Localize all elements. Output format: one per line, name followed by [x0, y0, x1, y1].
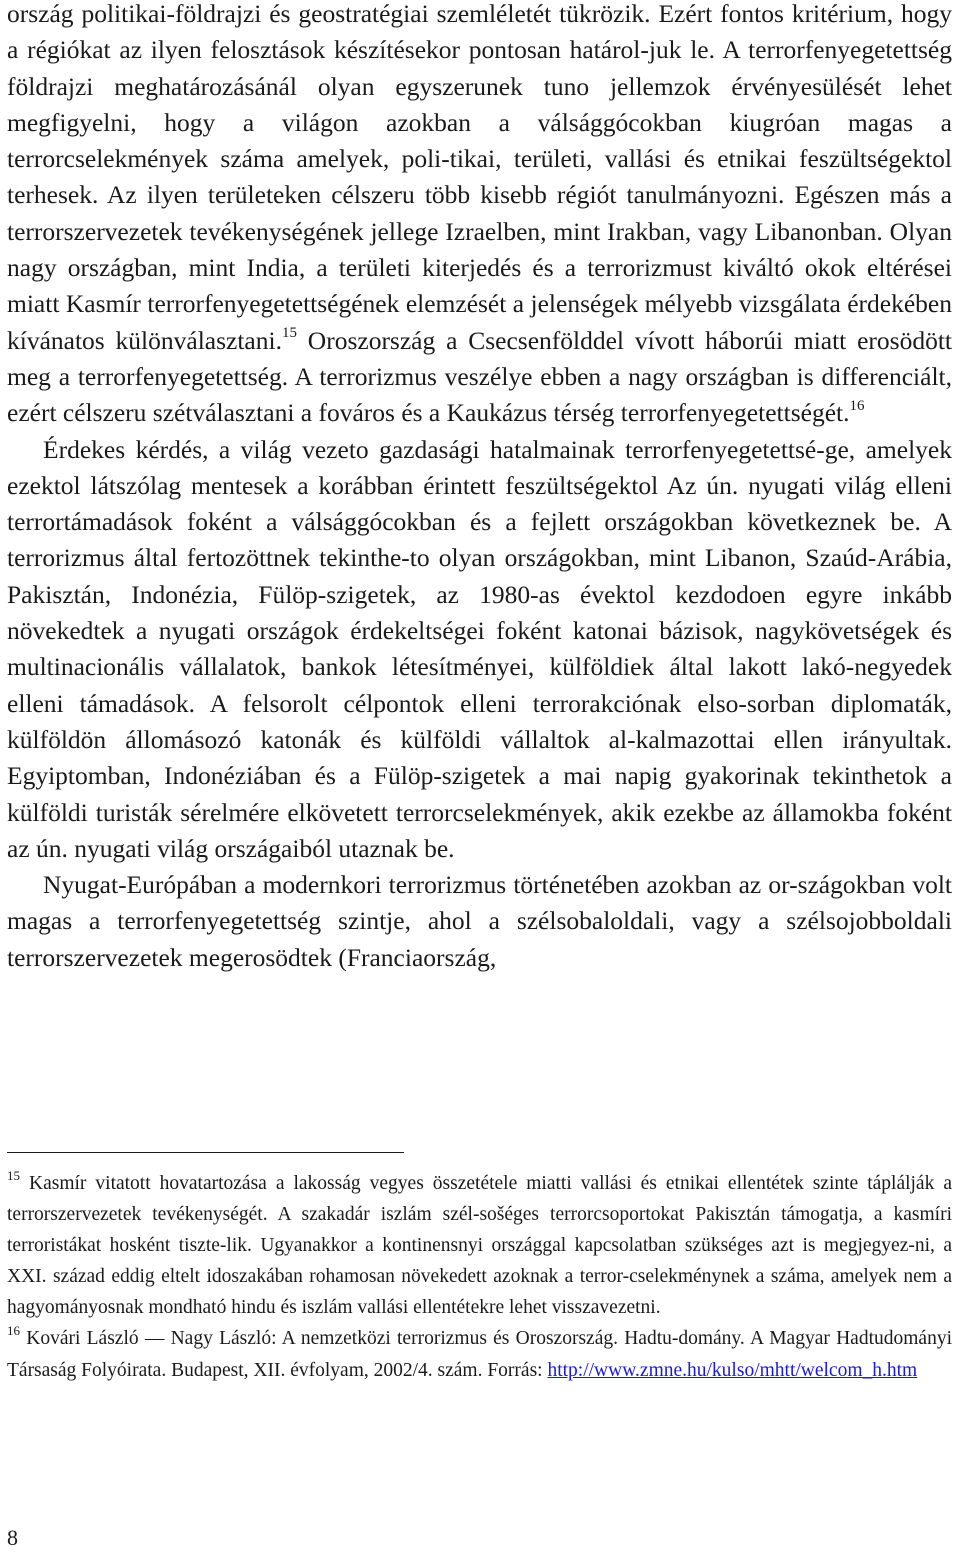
footnote-15-text: Kasmír vitatott hovatartozása a lakosság vegyes összetétele miatti vallási és etnikai ellentétek szinte táplálják a terrorszervezetek tevékenységét. A szakadár iszlám szél-sošéges terrorcsoportokat Pakisztán támogatja, a kasmíri terroristákat hosként tiszte-lik. Ugyanakkor a kontinensnyi országgal kapcsolatban szükséges azt is megjegyez-ni, a XXI. század eddig eltelt idoszakában rohamosan növekedett azoknak a terror-cselekménynek a száma, amelyek nem a hagyományosnak mondható hindu és iszlám vallási ellentétekre lehet visszavezetni. [7, 1173, 952, 1319]
footnote-15-number: 15 [7, 1167, 20, 1183]
footnote-15 [7, 1168, 952, 1323]
page-body [7, 0, 952, 976]
page-number: 8 [7, 1525, 18, 1550]
source-link[interactable]: http://www.zmne.hu/kulso/mhtt/welcom_h.htm [547, 1359, 918, 1381]
paragraph-1-part-2: Oroszország a Csecsenfölddel vívott háborúi miatt erosödött meg a terrorfenyegetettség. A terrorizmus veszélye ebben a nagy országban is differenciált, ezért célszeru szétválasztani a fováros és a Kaukázus térség terrorfenyegetettségét. [7, 325, 952, 428]
footnote-16-text: Kovári László — Nagy László: A nemzetközi terrorizmus és Oroszország. Hadtu-domány. A Magyar Hadtudományi Társaság Folyóirata. Budapest, XII. évfolyam, 2002/4. szám. Forrás: [7, 1328, 952, 1381]
footnote-16 [7, 1323, 952, 1385]
main-text [7, 0, 952, 976]
paragraph-2: Érdekes kérdés, a világ vezeto gazdasági hatalmainak terrorfenyegetettsé-ge, amelyek ezektol látszólag mentesek a korábban érintett feszültségektol Az ún. nyugati világ elleni terrortámadások foként a válsággócokban és a fejlett országokban következnek be. A terrorizmus által fertozöttnek tekinthe-to olyan országokban, mint Libanon, Szaúd-Arábia, Pakisztán, Indonézia, Fülöp-szigetek, az 1980-as évektol kezdodoen egyre inkább növekedtek a nyugati országok érdekeltségei foként katonai bázisok, nagykövetségek és multinacionális vállalatok, bankok létesítményei, külföldiek által lakott lakó-negyedek elleni támadások. A felsorolt célpontok elleni terrorakciónak elso-sorban diplomaták, külföldön állomásozó katonák és külföldi vállaltok al-kalmazottai ellen irányultak. Egyiptomban, Indonéziában és a Fülöp-szigetek a mai napig gyakorinak tekinthetok a külföldi turisták sérelmére elkövetett terrorcselekmények, akik ezekbe az államokba foként az ún. nyugati világ országaiból utaznak be. [7, 434, 952, 863]
paragraph-1-part-1: ország politikai-földrajzi és geostratégiai szemléletét tükrözik. Ezért fontos kritérium, hogy a régiókat az ilyen felosztások készítésekor pontosan határol-juk le. A terrorfenyegetettség földrajzi meghatározásánál olyan egyszerunek tuno jellemzok érvényesülését lehet megfigyelni, hogy a világon azokban a válsággócokban kiugróan magas a terrorcselekmények száma amelyek, poli-tikai, területi, vallási és etnikai feszültségektol terhesek. Az ilyen területeken célszeru több kisebb régiót tanulmányozni. Egészen más a terrorszervezetek tevékenységének jellege Izraelben, mint Irakban, vagy Libanonban. Olyan nagy országban, mint India, a területi kiterjedés és a terrorizmust kiváltó okok eltérései miatt Kasmír terrorfenyegetettségének elemzését a jelenségek mélyebb vizsgálata érdekében kívánatos különválasztani. [7, 0, 952, 355]
footnote-16-number: 16 [7, 1322, 20, 1338]
paragraph-1 [7, 0, 952, 432]
footnote-ref-16[interactable]: 16 [849, 397, 865, 414]
footnote-ref-15[interactable]: 15 [281, 325, 297, 342]
footnotes [7, 1168, 952, 1386]
footnote-separator [7, 1152, 404, 1153]
paragraph-3: Nyugat-Európában a modernkori terrorizmus történetében azokban az or-szágokban volt magas a terrorfenyegetettség szintje, ahol a szélsobaloldali, vagy a szélsojobboldali terrorszervezetek megerosödtek (Franciaország, [7, 870, 952, 972]
